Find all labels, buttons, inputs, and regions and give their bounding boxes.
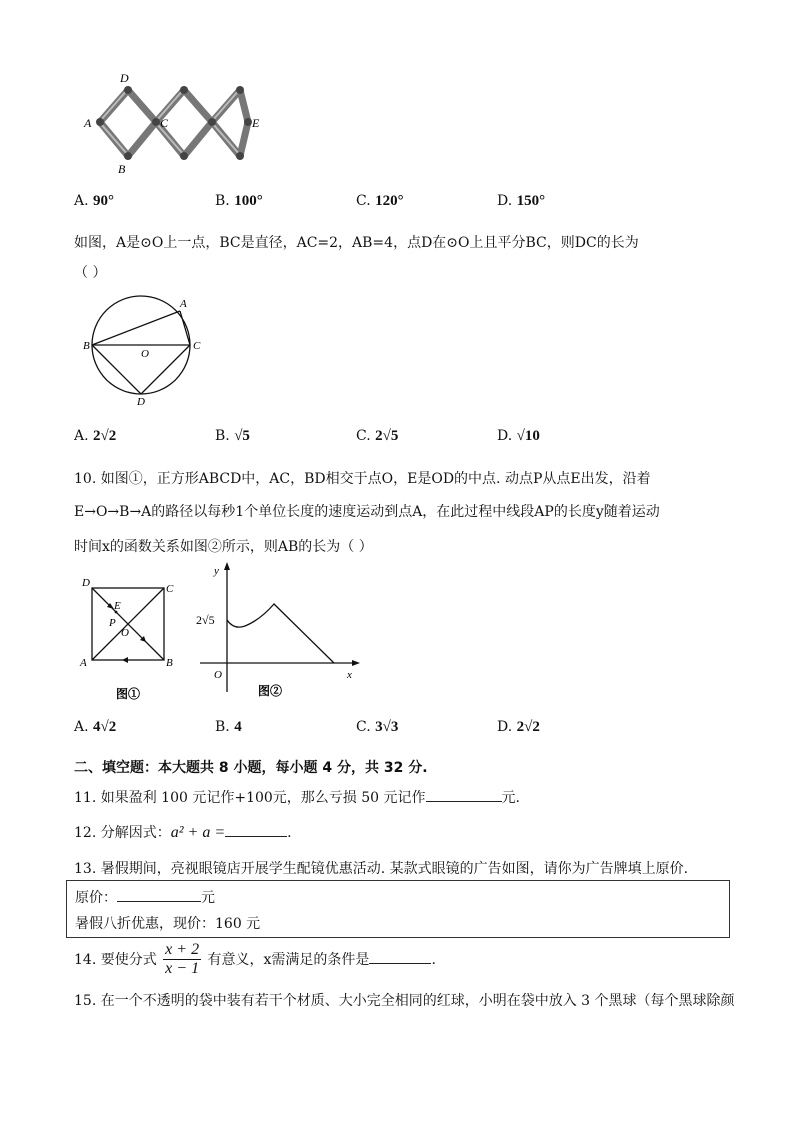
q12-answer-blank[interactable] (225, 822, 287, 837)
label-d: D (137, 396, 145, 408)
q14-answer-blank[interactable] (369, 949, 431, 964)
label-e: E (114, 600, 121, 612)
q11-text: 11. 如果盈利 100 元记作+100元，那么亏损 50 元记作 元. (74, 787, 520, 807)
q12-text: 12. 分解因式：a² + a = . (74, 824, 292, 841)
q8-option-d: D. 150° (497, 193, 546, 209)
y-axis-label: y (214, 565, 219, 577)
q13-ad-board (66, 880, 730, 938)
label-a: A (180, 298, 187, 310)
q9-option-b: B. √5 (215, 428, 250, 444)
label-c: C (193, 340, 201, 352)
label-p: P (109, 617, 116, 629)
y-tick-label: 2√5 (196, 613, 215, 627)
section-2-title: 二、填空题：本大题共 8 小题，每小题 4 分，共 32 分. (74, 760, 428, 776)
label-o: O (121, 627, 129, 639)
q15-text: 15. 在一个不透明的袋中装有若干个材质、大小完全相同的红球，小明在袋中放入 3 个黑球（每个黑球除颜 (74, 993, 735, 1009)
q10-text-line1: 10. 如图①，正方形ABCD中，AC，BD相交于点O，E是OD的中点. 动点P从点E出发，沿着 (74, 471, 651, 487)
q10-option-a: A. 4√2 (74, 719, 117, 735)
label-o: O (141, 348, 149, 360)
fig2-caption: 图② (258, 684, 283, 698)
q9-text-line1: 如图，A是⊙O上一点，BC是直径，AC=2，AB=4，点D在⊙O上且平分BC，则DC的长为 (74, 235, 639, 251)
q10-option-d: D. 2√2 (497, 719, 540, 735)
label-c: C (160, 116, 169, 130)
q13-original-price-row: 原价： 元 (75, 887, 215, 907)
q9-option-a: A. 2√2 (74, 428, 117, 444)
q9-circle-figure (82, 295, 212, 410)
q10-text-line2: E→O→B→A的路径以每秒1个单位长度的速度运动到点A，在此过程中线段AP的长度y随着运动 (74, 504, 660, 520)
q13-answer-blank[interactable] (117, 887, 201, 902)
label-b: B (166, 657, 173, 669)
q8-option-a: A. 90° (74, 193, 115, 209)
q10-text-line3: 时间x的函数关系如图②所示，则AB的长为（ ） (74, 539, 373, 555)
q8-option-b: B. 100° (215, 193, 263, 209)
label-d: D (120, 71, 129, 85)
label-b: B (118, 162, 126, 176)
label-b: B (83, 340, 90, 352)
q10-option-b: B. 4 (215, 719, 242, 735)
fig1-caption: 图① (116, 687, 141, 701)
label-a: A (80, 657, 87, 669)
label-e: E (252, 116, 260, 130)
q9-option-d: D. √10 (497, 428, 540, 444)
q8-option-c: C. 120° (356, 193, 404, 209)
x-axis-label: x (347, 669, 352, 681)
q9-option-c: C. 2√5 (356, 428, 399, 444)
q9-text-line2: （ ） (74, 265, 107, 281)
origin-label: O (214, 669, 222, 681)
q14-fraction (163, 941, 201, 979)
q13-text: 13. 暑假期间，亮视眼镜店开展学生配镜优惠活动. 某款式眼镜的广告如图，请你为广告牌填上原价. (74, 861, 689, 877)
q10-square-figure (76, 574, 186, 704)
label-c: C (166, 583, 174, 595)
q14-denominator: x − 1 (165, 960, 200, 978)
q13-discount-row: 暑假八折优惠，现价：160 元 (75, 916, 261, 932)
label-d: D (82, 577, 90, 589)
q10-option-c: C. 3√3 (356, 719, 399, 735)
q10-graph-figure (190, 560, 365, 700)
q14-numerator: x + 2 (163, 941, 201, 960)
q11-answer-blank[interactable] (426, 787, 502, 802)
lattice-figure (80, 70, 270, 180)
q14-text: 14. 要使分式 $\frac{x + 2}{x - 1}$ 有意义，x需满足的条件是 . (74, 941, 436, 978)
label-a: A (84, 116, 92, 130)
